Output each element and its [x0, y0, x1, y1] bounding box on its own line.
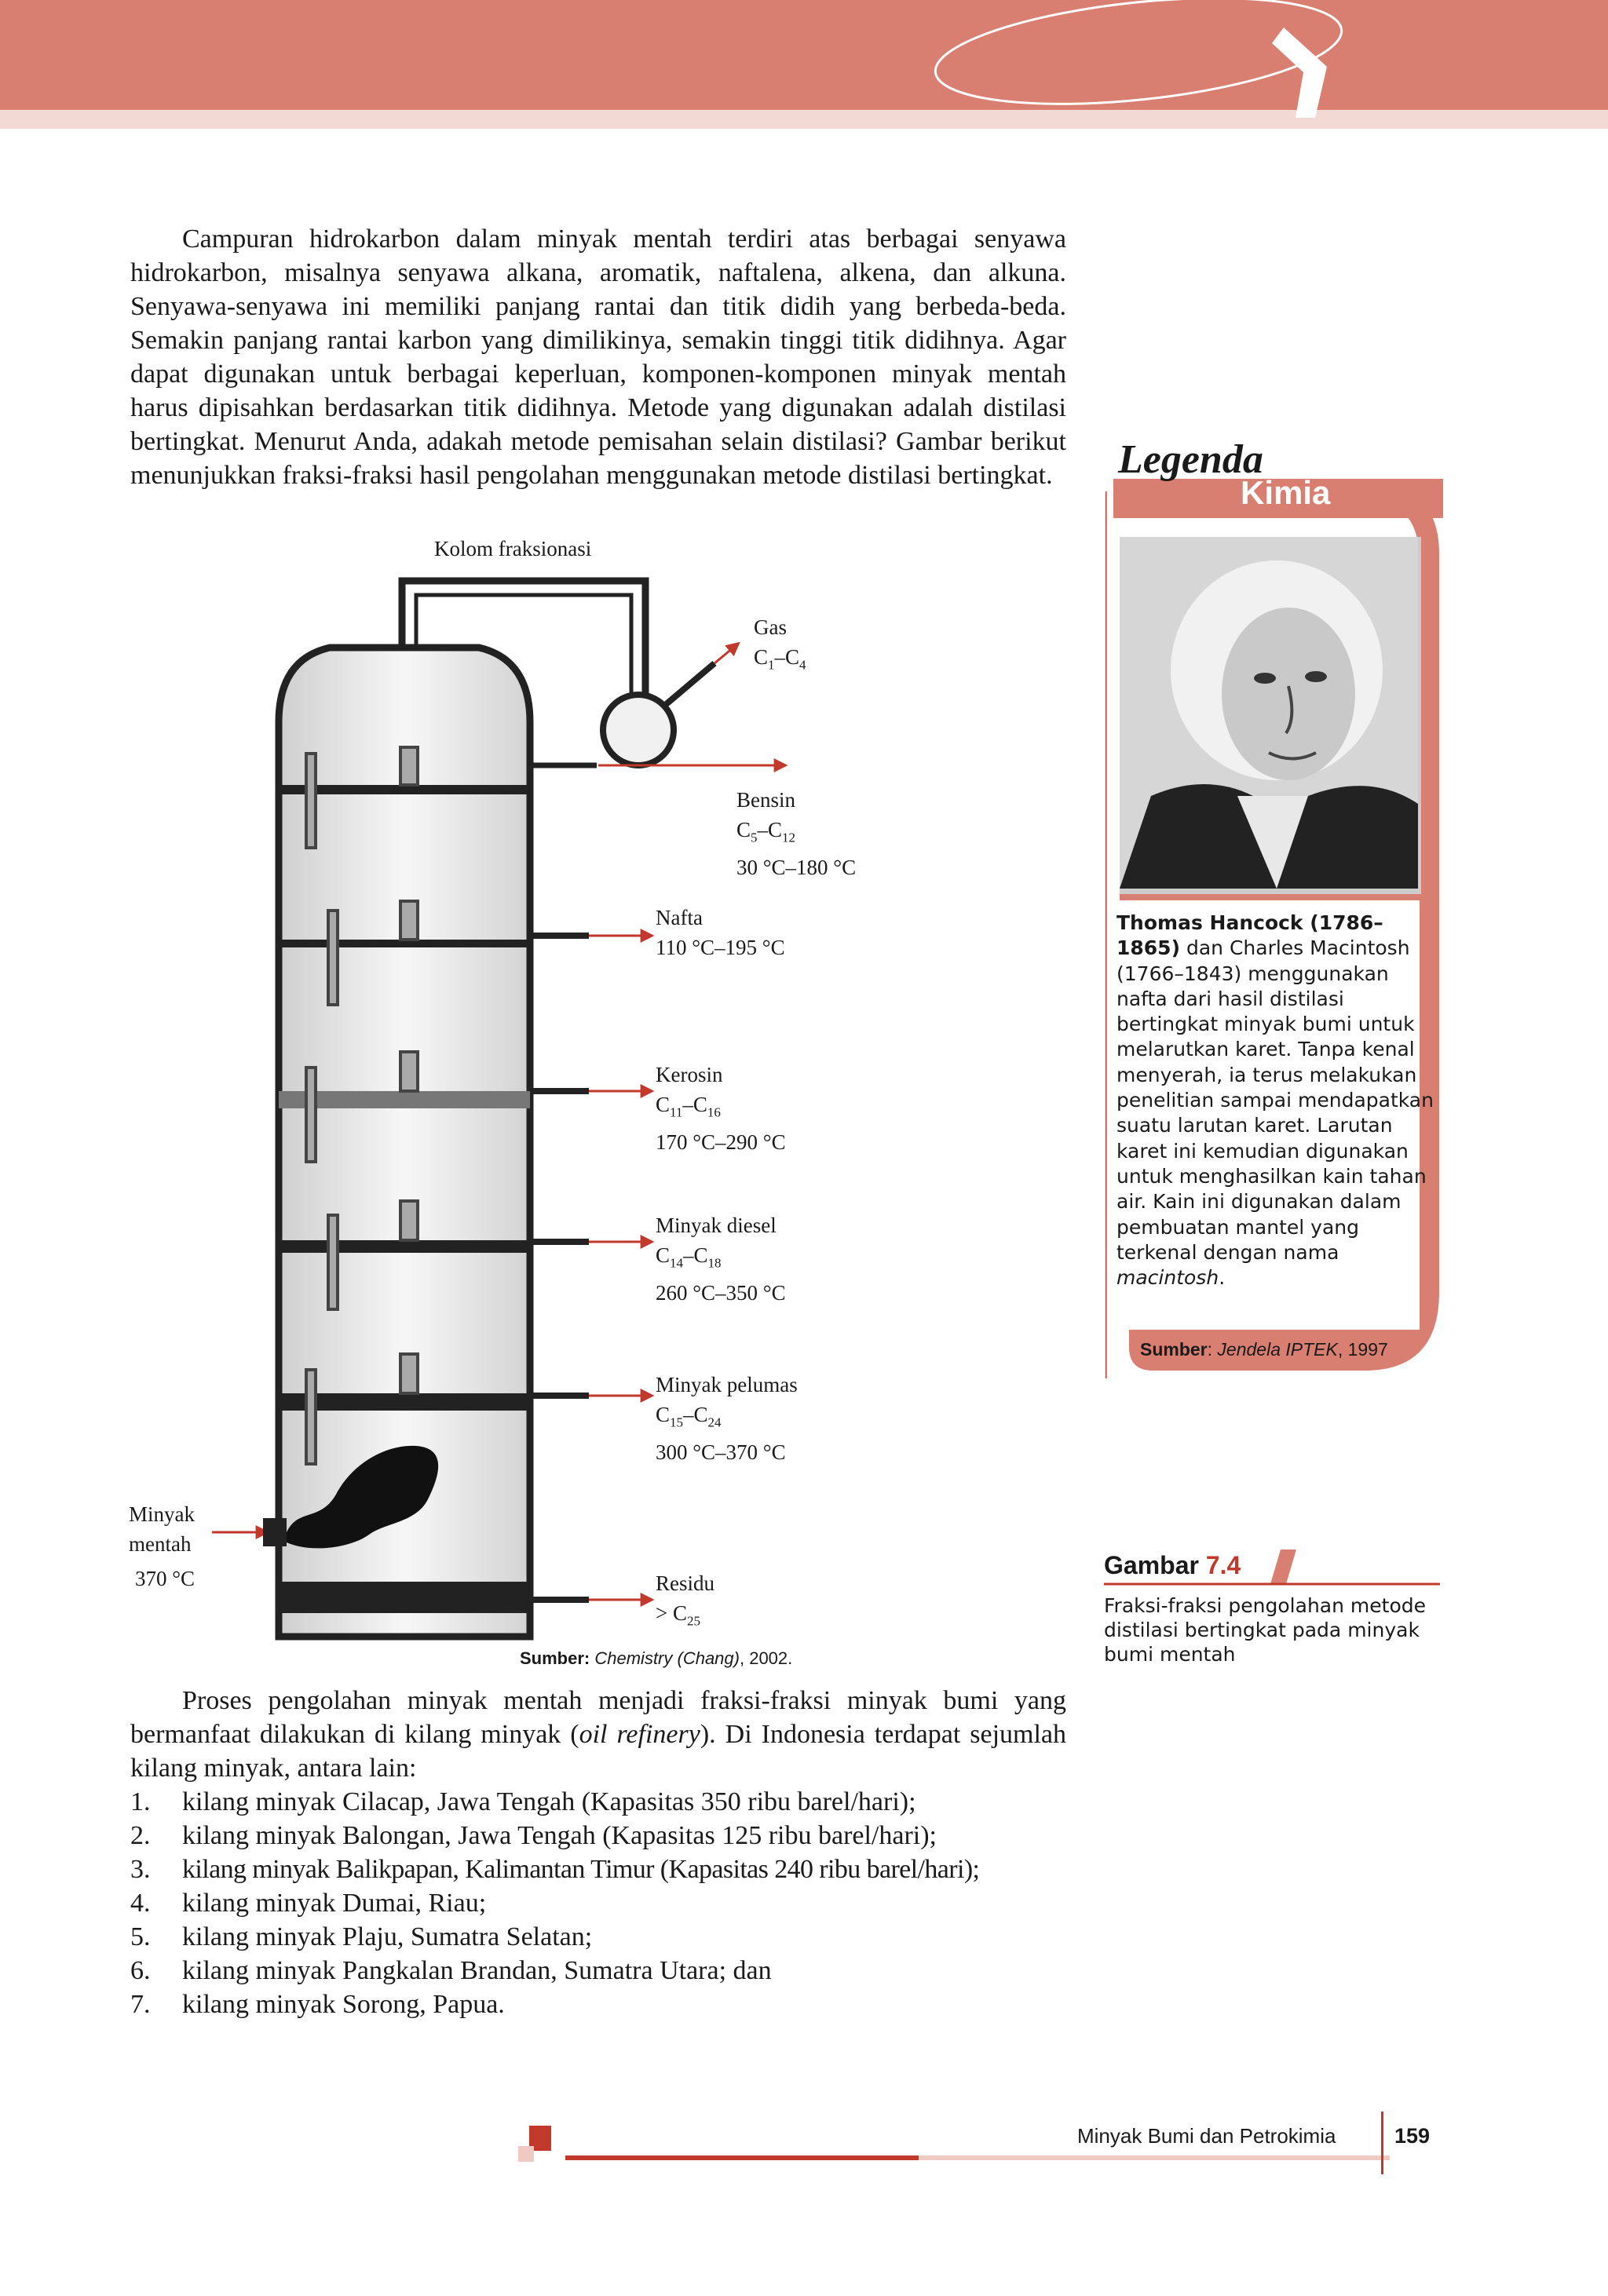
fractional-distillation-diagram	[118, 526, 942, 1680]
fraction-pelumas	[656, 1370, 798, 1467]
gas-carbon-from: 1	[768, 657, 775, 673]
refinery-list	[130, 1785, 1073, 2021]
fraction-diesel-temp: 260 °C–350 °C	[656, 1281, 786, 1305]
fraction-diesel-name: Minyak diesel	[656, 1214, 777, 1237]
diesel-carbon-to: 18	[707, 1255, 722, 1271]
intro-paragraph	[130, 222, 1066, 492]
column-label: Kolom fraksionasi	[434, 537, 592, 560]
diagram-source	[520, 1648, 792, 1669]
fraction-bensin-temp: 30 °C–180 °C	[736, 856, 857, 880]
figure-caption-number: 7.4	[1205, 1551, 1241, 1579]
legend-source-label: Sumber	[1140, 1339, 1208, 1360]
bensin-carbon-to: 12	[782, 830, 796, 845]
legend-title: Legenda	[1118, 437, 1263, 482]
fraction-residu	[656, 1568, 714, 1636]
list-item-text: kilang minyak Dumai, Riau;	[182, 1889, 487, 1918]
list-item-text: kilang minyak Balongan, Jawa Tengah (Kapasitas 125 ribu barel/hari);	[182, 1821, 937, 1850]
fraction-residu-name: Residu	[656, 1571, 715, 1595]
list-item	[130, 1954, 1073, 1988]
crude-oil-label-line1: Minyak	[129, 1502, 195, 1526]
residu-carbon: 25	[687, 1613, 700, 1629]
legend-source-year: , 1997	[1337, 1339, 1388, 1360]
pelumas-carbon-to: 24	[707, 1414, 722, 1430]
diagram-source-label: Sumber:	[520, 1648, 590, 1668]
distillation-column-drawing	[118, 526, 942, 1680]
portrait-image	[1120, 537, 1418, 889]
list-item-text: kilang minyak Plaju, Sumatra Selatan;	[182, 1922, 593, 1951]
footer-divider	[1380, 2112, 1385, 2174]
crude-oil-temp: 370 °C	[135, 1567, 196, 1590]
kerosin-carbon-from: 11	[670, 1104, 683, 1120]
fraction-nafta-temp: 110 °C–195 °C	[656, 936, 785, 959]
fraction-kerosin-carbon: $C_{11}-C_{16}$	[656, 1093, 721, 1120]
legend-subtitle: Kimia	[1241, 474, 1331, 511]
legend-text-end: .	[1219, 1266, 1226, 1290]
figure-caption-title	[1104, 1551, 1241, 1580]
list-item-text: kilang minyak Cilacap, Jawa Tengah (Kapasitas 350 ribu barel/hari);	[182, 1787, 916, 1816]
fraction-residu-carbon	[656, 1598, 714, 1636]
kerosin-carbon-to: 16	[707, 1104, 721, 1120]
intro-paragraph-text: Campuran hidrokarbon dalam minyak mentah terdiri atas berbagai senyawa hidrokarbon, misalnya senyawa alkana, aromatik, naftalena, alkena, dan alkuna. Senyawa-senyawa ini memiliki panjang rantai dan titik didih yang berbeda-beda. Semakin panjang rantai karbon yang dimilikinya, semakin tinggi titik didihnya. Agar dapat digunakan untuk berbagai keperluan, komponen-komponen minyak mentah harus dipisahkan berdasarkan titik didihnya. Metode yang digunakan adalah distilasi bertingkat. Menurut Anda, adakah metode pemisahan selain distilasi? Gambar berikut menunjukkan fraksi-fraksi hasil pengolahan menggunakan metode distilasi bertingkat.	[130, 224, 1066, 490]
list-item	[130, 1920, 1073, 1954]
fraction-gas-carbon: $C_1-C_4$	[754, 645, 806, 673]
process-paragraph	[130, 1684, 1066, 1785]
fraction-nafta-name: Nafta	[656, 906, 703, 929]
legend-text-italic: macintosh	[1116, 1266, 1219, 1290]
fraction-kerosin	[656, 1060, 786, 1157]
residu-prefix: > C	[656, 1601, 687, 1625]
list-item	[130, 1852, 1073, 1886]
figure-caption-text: Fraksi-fraksi pengolahan metode distilasi bertingkat pada minyak bumi mentah	[1104, 1594, 1426, 1666]
list-item-text: kilang minyak Sorong, Papua.	[182, 1990, 505, 2019]
legend-text	[1116, 911, 1440, 1290]
list-item-number: 2.	[130, 1821, 151, 1850]
diesel-carbon-from: 14	[670, 1255, 684, 1271]
list-item-number: 4.	[130, 1889, 151, 1918]
header-decoration	[856, 0, 1421, 133]
fraction-kerosin-name: Kerosin	[656, 1063, 723, 1086]
list-item	[130, 1819, 1073, 1852]
fraction-pelumas-temp: 300 °C–370 °C	[656, 1440, 786, 1465]
fraction-bensin-name: Bensin	[736, 788, 796, 812]
fraction-nafta	[656, 903, 785, 962]
list-item-number: 1.	[130, 1787, 151, 1816]
diagram-source-year: , 2002.	[739, 1648, 793, 1668]
gas-carbon-to: 4	[799, 657, 806, 673]
list-item-number: 5.	[130, 1922, 151, 1951]
crude-oil-label-line2: mentah	[129, 1532, 192, 1556]
fraction-gas	[754, 612, 806, 680]
pelumas-carbon-from: 15	[670, 1414, 684, 1430]
diagram-source-title: Chemistry (Chang)	[594, 1648, 740, 1668]
fraction-diesel	[656, 1210, 786, 1308]
fraction-bensin-carbon: $C_5-C_{12}$	[736, 818, 796, 845]
legend-text-rest: dan Charles Macintosh (1766–1843) menggunakan nafta dari hasil distilasi bertingkat minyak bumi untuk melarutkan karet. Tanpa kenal menyerah, ia terus melakukan penelitian sampai mendapatkan suatu larutan karet. Larutan karet ini kemudian digunakan untuk menghasilkan kain tahan air. Kain ini digunakan dalam pembuatan mantel yang terkenal dengan nama	[1116, 936, 1434, 1264]
list-item-number: 6.	[130, 1956, 151, 1985]
fraction-gas-name: Gas	[754, 615, 787, 639]
fraction-pelumas-name: Minyak pelumas	[656, 1373, 798, 1396]
process-term: oil refinery	[579, 1720, 700, 1749]
list-item	[130, 1785, 1073, 1819]
legend-text-bold: Thomas Hancock (1786–1865)	[1116, 911, 1383, 960]
fraction-kerosin-temp: 170 °C–290 °C	[656, 1130, 786, 1155]
figure-caption-label: Gambar	[1104, 1551, 1206, 1579]
process-text-after: ). Di Indonesia terdapat sejumlah kilang minyak, antara lain:	[130, 1720, 1066, 1783]
legend-source-title: Jendela IPTEK	[1217, 1339, 1338, 1360]
footer-chapter-title: Minyak Bumi dan Petrokimia	[1077, 2124, 1336, 2148]
list-item	[130, 1988, 1073, 2021]
crude-oil-label	[129, 1499, 195, 1559]
page-number: 159	[1394, 2124, 1431, 2148]
fraction-diesel-carbon: $C_{14}-C_{18}$	[656, 1243, 722, 1271]
bensin-carbon-from: 5	[751, 830, 758, 845]
list-item	[130, 1886, 1073, 1920]
legend-source: Sumber: Jendela IPTEK, 1997	[1140, 1339, 1388, 1360]
fraction-pelumas-carbon: $C_{15}-C_{24}$	[656, 1403, 722, 1430]
list-item-text: kilang minyak Balikpapan, Kalimantan Timur (Kapasitas 240 ribu barel/hari);	[182, 1855, 980, 1884]
list-item-text: kilang minyak Pangkalan Brandan, Sumatra Utara; dan	[182, 1956, 772, 1985]
process-paragraph-text	[130, 1684, 1066, 1785]
list-item-number: 3.	[130, 1855, 151, 1884]
fraction-bensin	[736, 785, 856, 882]
list-item-number: 7.	[130, 1990, 151, 2019]
process-text-before: Proses pengolahan minyak mentah menjadi fraksi-fraksi minyak bumi yang bermanfaat dilakukan di kilang minyak (	[130, 1686, 1066, 1749]
